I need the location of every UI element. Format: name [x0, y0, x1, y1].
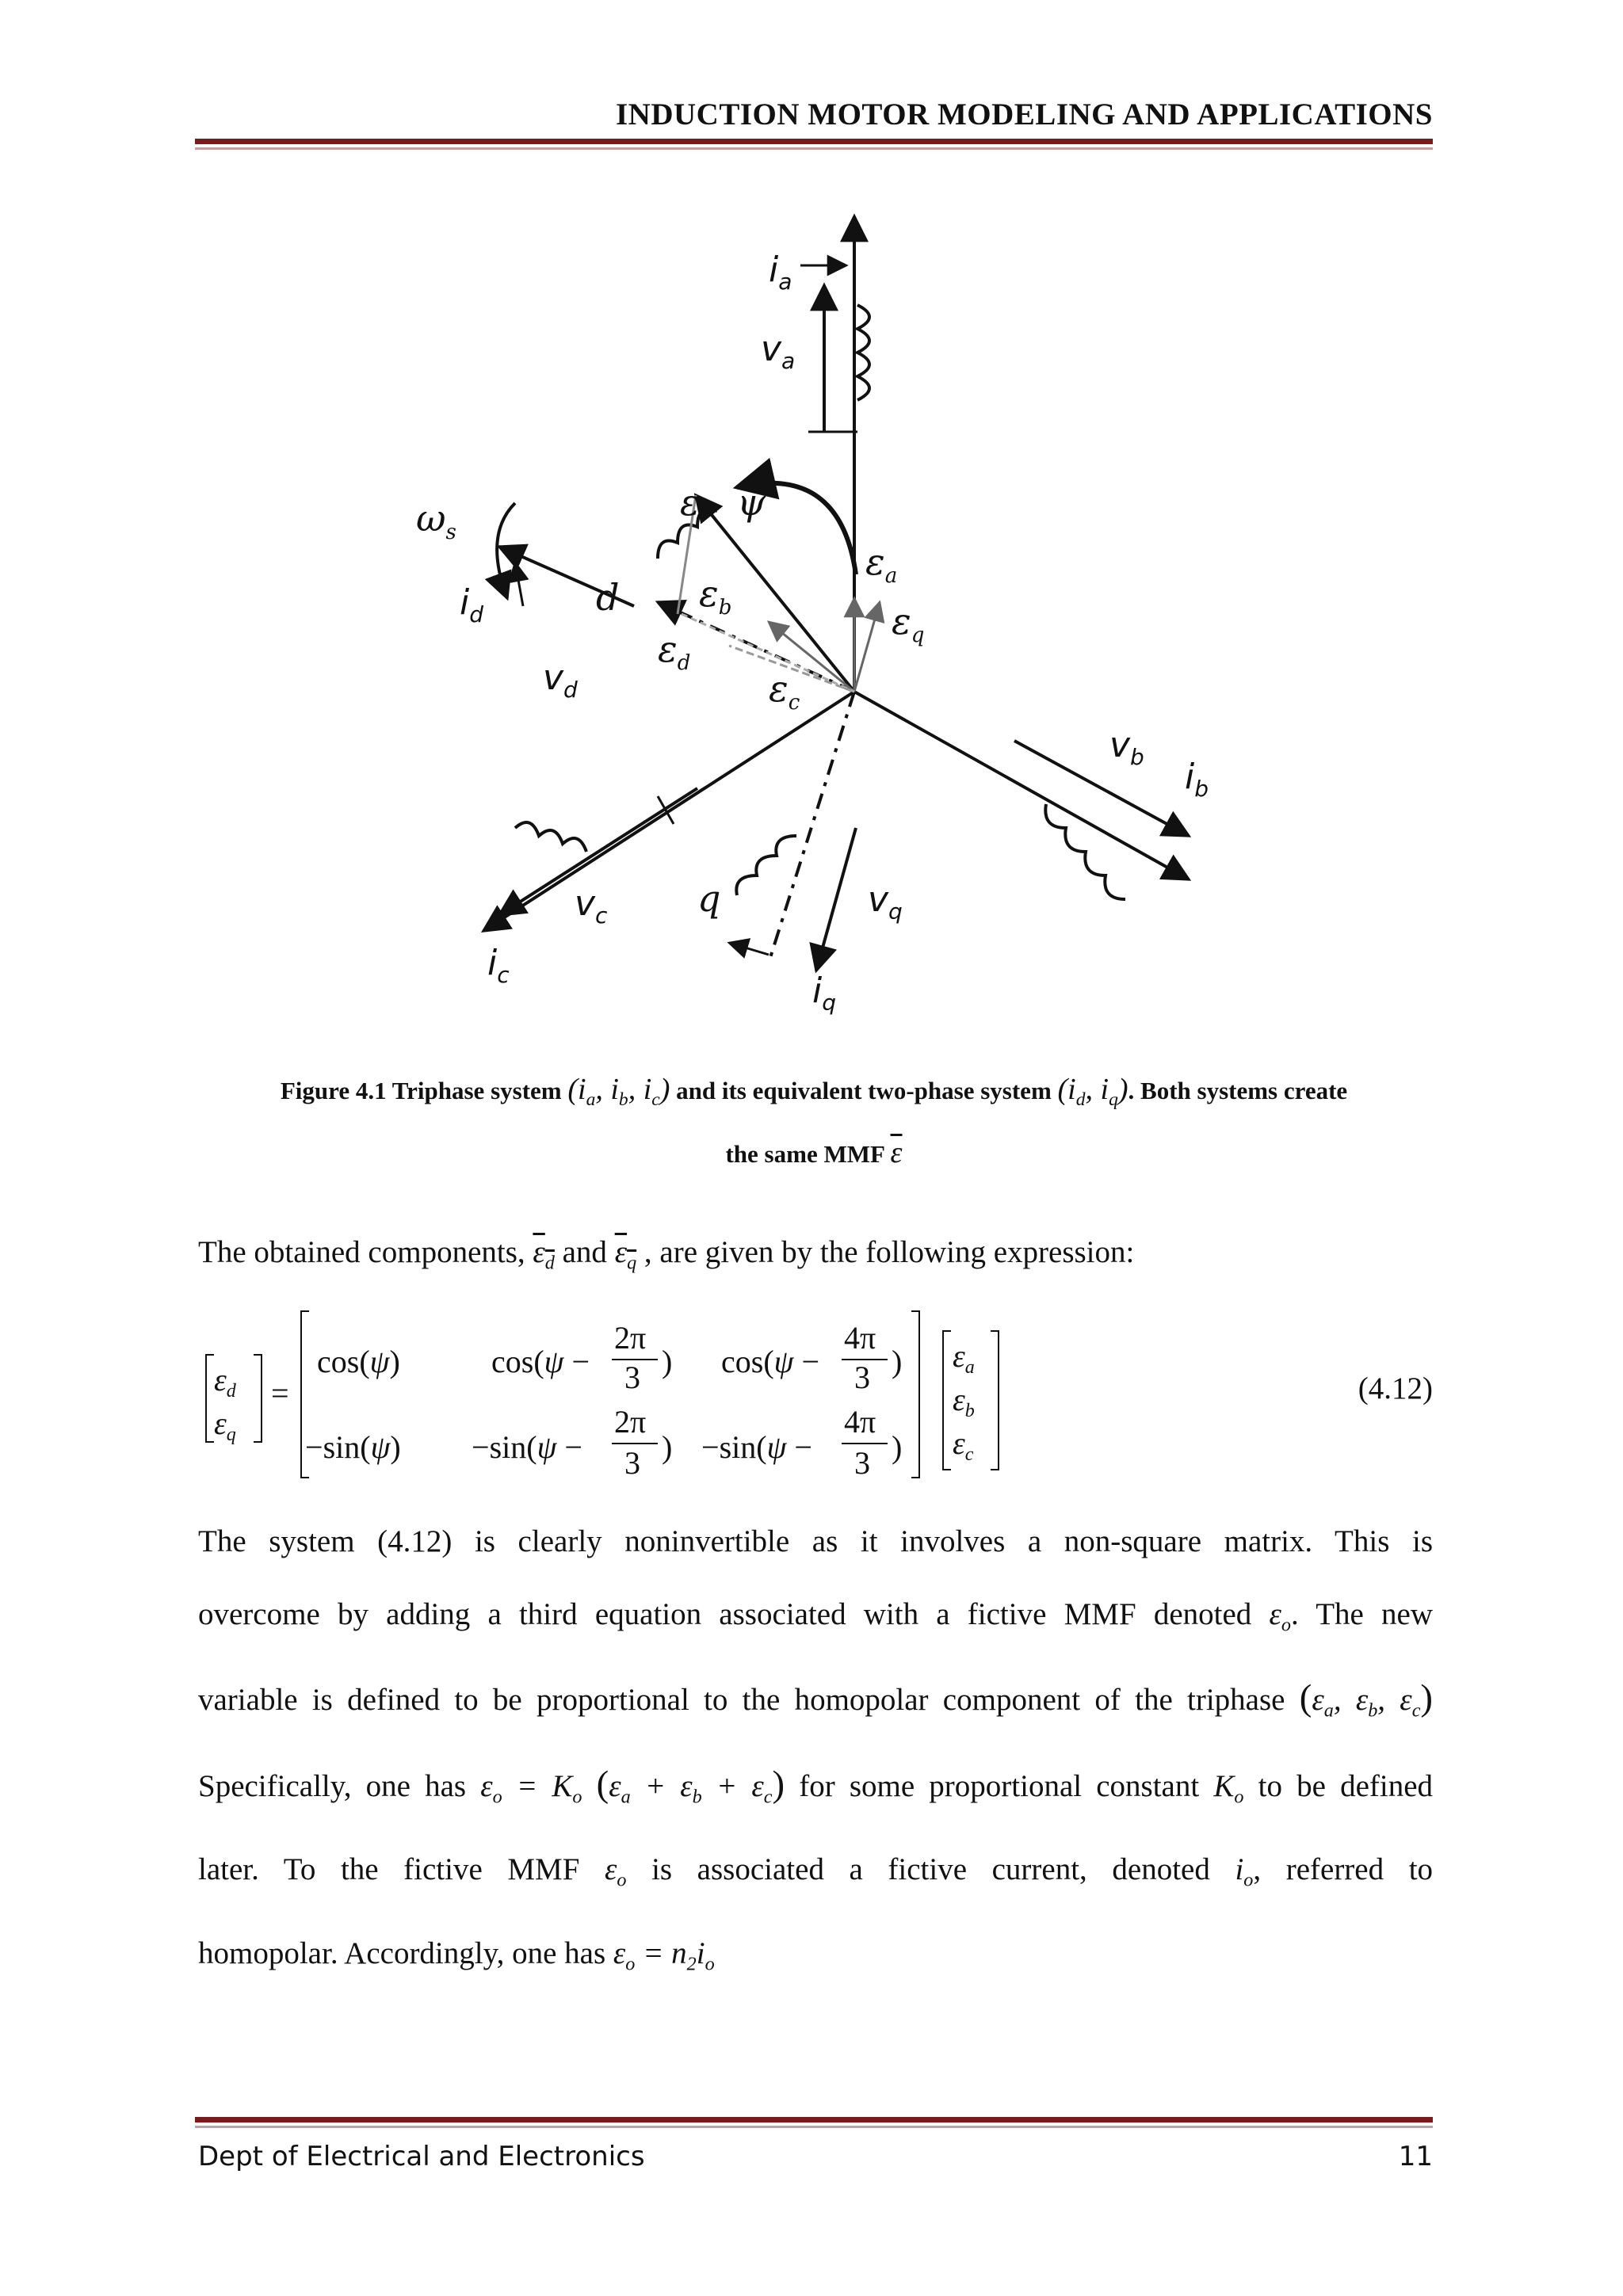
mmf-q-vector [854, 602, 880, 692]
caption-dq-tuple: ($i_d$, $i_q$) [1057, 1073, 1128, 1111]
equation-4-12 [198, 1299, 1433, 1482]
label-epsilon: ε [680, 481, 700, 524]
svg-text:εq: $\varepsilon_q$ [214, 1405, 236, 1445]
label-vb: $v_b$ [1109, 725, 1144, 770]
svg-text:): ) [892, 1429, 903, 1465]
caption-abc-tuple: ($i_a$, $i_b$, $i_c$) [567, 1073, 670, 1111]
label-eps-q: $\varepsilon_q$ [892, 600, 925, 647]
axis-q [769, 692, 854, 963]
label-d-axis: d [596, 576, 620, 619]
current-d-arrow [515, 563, 523, 606]
label-omega: $\omega_s$ [416, 497, 456, 544]
svg-text:−sin(ψ −: −sin(ψ − [701, 1429, 812, 1465]
axis-c [483, 692, 854, 931]
header-rule [195, 139, 1433, 150]
svg-text:εd: $\varepsilon_d$ [214, 1362, 236, 1402]
svg-text:2π: 2π [614, 1320, 647, 1356]
footer-rule [195, 2117, 1433, 2128]
label-ic: $i_c$ [487, 943, 510, 988]
paragraph-2: The system (4.12) is clearly noninvertible as it involves a non-square matrix. This is overcome by adding a third equation associated with a fictive MMF denoted $\varepsilon_o$. The new variable is defined to be proportional to the homopolar component of the triphase ($\varepsilon_a$, $\varepsilon_b$, $\varepsilon_c$) Specifically, one has $\varepsilon_o = K_o$ $(\varepsilon_a + \varepsilon_b + \varepsilon_c)$ for some proportional constant $K_o$ to be defined later. To the fictive MMF $\varepsilon_o$ is associated a fictive current, denoted $i_o$, referred to homopolar. Accordingly, one has $\varepsilon_o = n_2i_o$ [198, 1524, 1434, 1975]
voltage-c-arrow [499, 788, 697, 915]
coil-q [736, 836, 796, 895]
svg-text:3: 3 [854, 1445, 870, 1481]
label-eps-b: $\varepsilon_b$ [699, 572, 732, 620]
figure-caption-line1: Figure 4.1 Triphase system ($i_a$, $i_b$, $i_c$) and its equivalent two-phase system ($i_d$, $i_q$). Both systems create [280, 1073, 1348, 1111]
label-vc: $v_c$ [575, 883, 608, 929]
voltage-b-arrow [1014, 741, 1189, 836]
svg-text:εc: $\varepsilon_c$ [953, 1425, 974, 1465]
svg-text:): ) [662, 1429, 673, 1465]
svg-text:3: 3 [854, 1360, 870, 1395]
svg-text:2π: 2π [614, 1404, 647, 1440]
label-ib: $i_b$ [1185, 757, 1209, 802]
paragraph-1: The obtained components, $\varepsilon_d$ and $\varepsilon_q$ , are given by the following expression: [198, 1235, 1135, 1274]
coil-a [857, 305, 869, 400]
svg-text:4π: 4π [844, 1404, 876, 1440]
label-eps-d: $\varepsilon_d$ [658, 627, 691, 675]
svg-text:3: 3 [624, 1445, 640, 1481]
svg-text:cos(ψ −: cos(ψ − [491, 1344, 590, 1379]
page-number: 11 [1398, 2141, 1433, 2172]
figure-caption-line2: the same MMF $\overline{\varepsilon}$ [725, 1136, 903, 1169]
label-iq: $i_q$ [812, 971, 837, 1016]
label-eps-a: $\varepsilon_a$ [865, 540, 898, 588]
current-q-arrow [729, 943, 769, 955]
label-vq: $v_q$ [868, 879, 903, 925]
voltage-q-arrow [816, 828, 856, 971]
svg-text:): ) [892, 1344, 903, 1379]
svg-text:εa: $\varepsilon_a$ [953, 1338, 975, 1378]
svg-text:cos(ψ −: cos(ψ − [721, 1344, 820, 1379]
label-id: $i_d$ [460, 582, 484, 627]
label-eps-c: $\varepsilon_c$ [769, 667, 800, 715]
label-va: $v_a$ [761, 329, 796, 374]
svg-text:−sin(ψ): −sin(ψ) [305, 1429, 401, 1465]
svg-text:εb: $\varepsilon_b$ [953, 1382, 975, 1421]
svg-text:): ) [662, 1344, 673, 1379]
footer-department: Dept of Electrical and Electronics [198, 2141, 645, 2172]
running-header: INDUCTION MOTOR MODELING AND APPLICATIONS [616, 97, 1433, 132]
triphase-diagram [396, 202, 1268, 1034]
svg-text:3: 3 [624, 1360, 640, 1395]
svg-text:4π: 4π [844, 1320, 876, 1356]
label-q-axis: q [697, 877, 721, 920]
equation-number: (4.12) [1358, 1371, 1433, 1405]
label-ia: $i_a$ [769, 250, 792, 295]
coil-c [515, 822, 586, 852]
svg-text:cos(ψ): cos(ψ) [317, 1344, 400, 1379]
svg-text:=: = [271, 1375, 289, 1411]
svg-text:−sin(ψ −: −sin(ψ − [472, 1429, 582, 1465]
label-psi: ψ [737, 481, 766, 524]
label-vd: $v_d$ [543, 658, 578, 703]
coil-b [1045, 804, 1125, 899]
axis-b [854, 692, 1189, 879]
